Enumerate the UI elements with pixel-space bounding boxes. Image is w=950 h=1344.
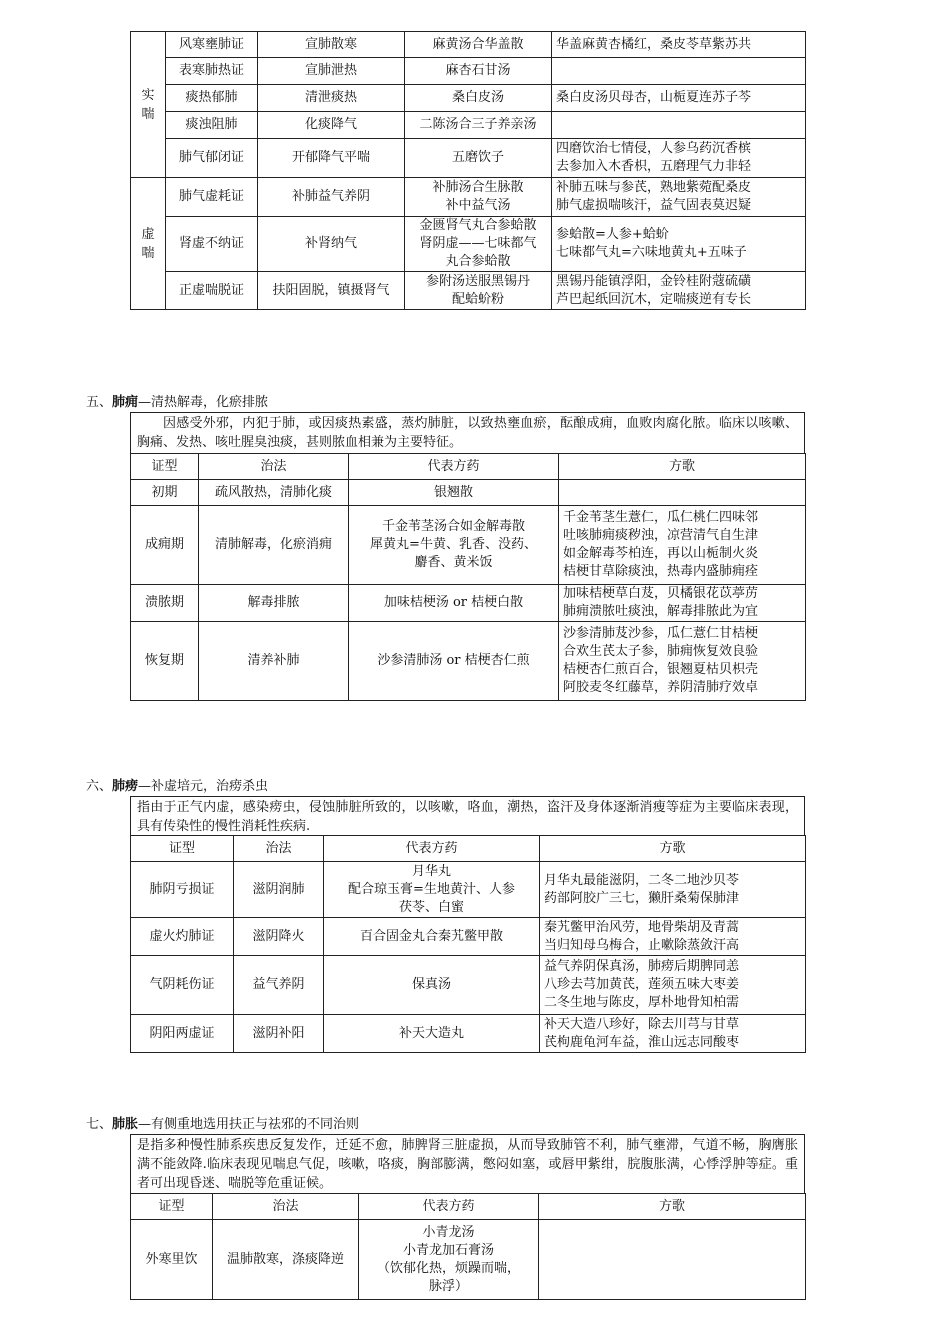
section-subtitle: —补虚培元，治痨杀虫 bbox=[138, 779, 269, 794]
section-number: 七、 bbox=[86, 1117, 113, 1132]
section-intro: 是指多种慢性肺系疾患反复发作，迁延不愈，肺脾肾三脏虚损，从而导致肺管不利，肺气壅滞，气道不畅，胸膺胀满不能敛降.临床表现见喘息气促，咳嗽，咯痰，胸部膨满，憋闷如塞，或唇甲紫绀，脘腹胀满，心悸浮肿等症。重者可出现昏迷、喘脱等危重证候。 bbox=[130, 1134, 805, 1193]
cell-line: 桔梗杏仁煎百合，银翘夏枯贝枳壳 bbox=[563, 662, 759, 677]
treatment-cell: 化痰降气 bbox=[258, 112, 405, 139]
table-row bbox=[131, 178, 806, 217]
table-row bbox=[131, 1015, 806, 1053]
cell-line: 七味都气丸=六味地黄丸+五味子 bbox=[556, 245, 747, 260]
syndrome-cell: 肺气郁闭证 bbox=[166, 139, 258, 178]
cell-line: 补天大造八珍好，除去川芎与甘草 bbox=[544, 1016, 740, 1032]
table-row bbox=[131, 956, 806, 1015]
formula-cell: 百合固金丸合秦艽鳖甲散 bbox=[324, 918, 540, 956]
syndrome-cell: 气阴耗伤证 bbox=[131, 956, 234, 1015]
verse-cell bbox=[552, 139, 806, 178]
verse-cell bbox=[540, 862, 806, 918]
cell-line: 千金苇茎生薏仁，瓜仁桃仁四味邻 bbox=[563, 510, 759, 525]
formula-cell bbox=[349, 506, 559, 585]
treatment-cell: 滋阴降火 bbox=[234, 918, 324, 956]
verse-cell bbox=[540, 956, 806, 1015]
table-row bbox=[131, 139, 806, 178]
cell-line: 加味桔梗草白芨，贝橘银花苡葶苈 bbox=[563, 586, 759, 601]
cell-line: 肺气虚损喘咳汗，益气固表莫迟疑 bbox=[556, 198, 752, 213]
verse-cell bbox=[552, 58, 806, 85]
column-header: 治法 bbox=[199, 454, 349, 480]
syndrome-cell: 虚火灼肺证 bbox=[131, 918, 234, 956]
table-row bbox=[131, 1220, 806, 1300]
syndrome-cell: 正虚喘脱证 bbox=[166, 272, 258, 310]
cell-line: 月华丸 bbox=[411, 863, 451, 879]
table-row bbox=[131, 272, 806, 310]
cell-line: 补肺汤合生脉散 bbox=[432, 180, 524, 195]
cell-line: 益气养阴保真汤，肺痨后期脾同恙 bbox=[544, 959, 740, 974]
column-header: 证型 bbox=[131, 1194, 213, 1220]
section-title: 肺痈 bbox=[112, 395, 139, 410]
verse-cell bbox=[539, 1220, 806, 1300]
treatment-cell: 宣肺散寒 bbox=[258, 32, 405, 58]
cell-line: 当归知母乌梅合，止嗽除蒸敛汗高 bbox=[544, 937, 740, 953]
syndrome-cell: 痰热郁肺 bbox=[166, 85, 258, 112]
column-header: 治法 bbox=[234, 836, 324, 862]
formula-cell: 二陈汤合三子养亲汤 bbox=[405, 112, 552, 139]
cell-line: 桔梗甘草除痰浊，热毒内盛肺痈痊 bbox=[563, 564, 759, 579]
section-title: 肺胀 bbox=[112, 1117, 139, 1132]
table-row bbox=[131, 622, 806, 701]
table-row bbox=[131, 32, 806, 58]
verse-cell: 华盖麻黄杏橘红，桑皮苓草紫苏共 bbox=[552, 32, 806, 58]
treatment-cell: 解毒排脓 bbox=[199, 585, 349, 622]
column-header: 方歌 bbox=[540, 836, 806, 862]
formula-cell bbox=[405, 217, 552, 272]
treatment-cell: 滋阴润肺 bbox=[234, 862, 324, 918]
cell-line: 芦巴起纸回沉木，定喘痰逆有专长 bbox=[556, 291, 752, 307]
verse-cell bbox=[552, 217, 806, 272]
syndrome-cell: 风寒壅肺证 bbox=[166, 32, 258, 58]
syndrome-cell: 外寒里饮 bbox=[131, 1220, 213, 1300]
column-header: 治法 bbox=[213, 1194, 359, 1220]
cell-line: 千金苇茎汤合如金解毒散 bbox=[381, 519, 525, 534]
cell-line: 丸合参蛤散 bbox=[445, 254, 511, 269]
verse-cell bbox=[559, 622, 806, 701]
table-row bbox=[131, 480, 806, 506]
cell-line: （饮郁化热，烦躁而喘， bbox=[376, 1260, 520, 1276]
column-header: 代表方药 bbox=[349, 454, 559, 480]
syndrome-cell: 痰浊阻肺 bbox=[166, 112, 258, 139]
cell-line: 脉浮） bbox=[428, 1278, 468, 1294]
treatment-cell: 温肺散寒，涤痰降逆 bbox=[213, 1220, 359, 1300]
table-row bbox=[131, 918, 806, 956]
cell-line: 金匮肾气丸合参蛤散 bbox=[419, 218, 537, 233]
formula-cell bbox=[324, 862, 540, 918]
verse-cell bbox=[540, 1015, 806, 1053]
formula-cell: 保真汤 bbox=[324, 956, 540, 1015]
cell-line: 参蛤散=人参+蛤蚧 bbox=[556, 227, 669, 242]
formula-cell bbox=[405, 178, 552, 217]
cell-line: 沙参清肺芨沙参，瓜仁薏仁甘桔梗 bbox=[563, 626, 759, 641]
cell-line: 四磨饮治七情侵，人参乌药沉香槟 bbox=[556, 141, 752, 156]
treatment-cell: 宣肺泄热 bbox=[258, 58, 405, 85]
cell-line: 黑锡丹能镇浮阳，金铃桂附蔻硫磺 bbox=[556, 273, 752, 289]
syndrome-cell: 阴阳两虚证 bbox=[131, 1015, 234, 1053]
section-heading-emphysema bbox=[86, 1116, 359, 1134]
formula-cell bbox=[405, 272, 552, 310]
formula-cell: 沙参清肺汤 or 桔梗杏仁煎 bbox=[349, 622, 559, 701]
group-label: 实 喘 bbox=[131, 32, 166, 178]
column-header: 代表方药 bbox=[324, 836, 540, 862]
section-title: 肺痨 bbox=[112, 779, 139, 794]
cell-line: 小青龙汤 bbox=[422, 1224, 475, 1240]
cell-line: 肺痈溃脓吐痰浊，解毒排脓此为宜 bbox=[563, 604, 759, 619]
syndrome-cell: 溃脓期 bbox=[131, 585, 199, 622]
cell-line: 二冬生地与陈皮，厚朴地骨知柏需 bbox=[544, 995, 740, 1010]
formula-cell: 桑白皮汤 bbox=[405, 85, 552, 112]
section-intro: 因感受外邪，内犯于肺，或因痰热素盛，蒸灼肺脏，以致热壅血瘀，酝酿成痈，血败肉腐化脓。临床以咳嗽、胸痛、发热、咳吐腥臭浊痰，甚则脓血相兼为主要特征。 bbox=[130, 412, 805, 453]
verse-cell bbox=[552, 178, 806, 217]
table-row bbox=[131, 58, 806, 85]
cell-line: 配合琼玉膏=生地黄汁、人参 bbox=[348, 881, 515, 897]
cell-line: 补肺五味与参芪，熟地紫菀配桑皮 bbox=[556, 180, 752, 195]
treatment-cell: 清泄痰热 bbox=[258, 85, 405, 112]
syndrome-cell: 肾虚不纳证 bbox=[166, 217, 258, 272]
cell-line: 配蛤蚧粉 bbox=[451, 291, 504, 307]
section-heading-tuberculosis bbox=[86, 778, 268, 796]
cell-line: 犀黄丸=牛黄、乳香、没药、 bbox=[370, 537, 537, 552]
treatment-cell: 开郁降气平喘 bbox=[258, 139, 405, 178]
emphysema-table bbox=[130, 1193, 805, 1300]
table-row bbox=[131, 217, 806, 272]
verse-cell bbox=[559, 506, 806, 585]
formula-cell: 银翘散 bbox=[349, 480, 559, 506]
cell-line: 麝香、黄米饭 bbox=[414, 555, 493, 570]
section-number: 五、 bbox=[86, 395, 113, 410]
formula-cell: 五磨饮子 bbox=[405, 139, 552, 178]
table-row bbox=[131, 506, 806, 585]
treatment-cell: 清肺解毒，化瘀消痈 bbox=[199, 506, 349, 585]
cell-line: 补中益气汤 bbox=[445, 198, 511, 213]
formula-cell bbox=[359, 1220, 539, 1300]
formula-cell: 补天大造丸 bbox=[324, 1015, 540, 1053]
column-header: 证型 bbox=[131, 454, 199, 480]
cell-line: 肾阴虚——七味都气 bbox=[419, 236, 537, 251]
cell-line: 如金解毒芩柏连，再以山栀制火炎 bbox=[563, 546, 759, 561]
cell-line: 芪枸鹿龟河车益，淮山远志同酸枣 bbox=[544, 1034, 740, 1050]
syndrome-cell: 肺气虚耗证 bbox=[166, 178, 258, 217]
cell-line: 小青龙加石膏汤 bbox=[402, 1242, 494, 1258]
column-header: 代表方药 bbox=[359, 1194, 539, 1220]
treatment-cell: 补肾纳气 bbox=[258, 217, 405, 272]
column-header: 方歌 bbox=[539, 1194, 806, 1220]
treatment-cell: 滋阴补阳 bbox=[234, 1015, 324, 1053]
table-row bbox=[131, 112, 806, 139]
asthma-table bbox=[130, 31, 805, 310]
column-header: 证型 bbox=[131, 836, 234, 862]
verse-cell bbox=[552, 272, 806, 310]
group-label: 虚 喘 bbox=[131, 178, 166, 310]
treatment-cell: 补肺益气养阴 bbox=[258, 178, 405, 217]
syndrome-cell: 初期 bbox=[131, 480, 199, 506]
table-row bbox=[131, 85, 806, 112]
cell-line: 药部阿胶广三七，獭肝桑菊保肺津 bbox=[544, 890, 740, 906]
formula-cell: 麻杏石甘汤 bbox=[405, 58, 552, 85]
section-number: 六、 bbox=[86, 779, 113, 794]
section-intro: 指由于正气内虚，感染痨虫，侵蚀肺脏所致的，以咳嗽，咯血，潮热，盗汗及身体逐渐消瘦等症为主要临床表现，具有传染性的慢性消耗性疾病. bbox=[130, 796, 805, 835]
syndrome-cell: 肺阴亏损证 bbox=[131, 862, 234, 918]
cell-line: 参附汤送服黑锡丹 bbox=[425, 273, 530, 289]
treatment-cell: 扶阳固脱，镇摄肾气 bbox=[258, 272, 405, 310]
verse-cell bbox=[559, 585, 806, 622]
table-row bbox=[131, 862, 806, 918]
verse-cell bbox=[559, 480, 806, 506]
cell-line: 吐咳肺痈痰秽浊，凉营清气自生津 bbox=[563, 528, 759, 543]
treatment-cell: 疏风散热，清肺化痰 bbox=[199, 480, 349, 506]
section-subtitle: —清热解毒，化瘀排脓 bbox=[138, 395, 269, 410]
section-subtitle: —有侧重地选用扶正与祛邪的不同治则 bbox=[138, 1117, 360, 1132]
section-heading-lung-abscess bbox=[86, 394, 268, 412]
formula-cell: 加味桔梗汤 or 桔梗白散 bbox=[349, 585, 559, 622]
table-header-row bbox=[131, 454, 806, 480]
verse-cell bbox=[552, 112, 806, 139]
cell-line: 八珍去芎加黄芪，莲须五味大枣姜 bbox=[544, 977, 740, 992]
formula-cell: 麻黄汤合华盖散 bbox=[405, 32, 552, 58]
verse-cell: 桑白皮汤贝母杏，山栀夏连苏子芩 bbox=[552, 85, 806, 112]
syndrome-cell: 恢复期 bbox=[131, 622, 199, 701]
syndrome-cell: 表寒肺热证 bbox=[166, 58, 258, 85]
cell-line: 茯苓、白蜜 bbox=[398, 899, 464, 915]
cell-line: 去参加入木香枳，五磨理气力非轻 bbox=[556, 159, 752, 174]
column-header: 方歌 bbox=[559, 454, 806, 480]
treatment-cell: 益气养阴 bbox=[234, 956, 324, 1015]
cell-line: 合欢生芪太子参，肺痈恢复效良验 bbox=[563, 644, 759, 659]
table-header-row bbox=[131, 836, 806, 862]
syndrome-cell: 成痈期 bbox=[131, 506, 199, 585]
cell-line: 秦艽鳖甲治风劳，地骨柴胡及青蒿 bbox=[544, 919, 740, 935]
tuberculosis-table bbox=[130, 835, 805, 1053]
treatment-cell: 清养补肺 bbox=[199, 622, 349, 701]
table-row bbox=[131, 585, 806, 622]
verse-cell bbox=[540, 918, 806, 956]
cell-line: 阿胶麦冬红藤草，养阴清肺疗效卓 bbox=[563, 680, 759, 695]
cell-line: 月华丸最能滋阴，二冬二地沙贝苓 bbox=[544, 872, 740, 888]
lung-abscess-table bbox=[130, 453, 805, 701]
table-header-row bbox=[131, 1194, 806, 1220]
